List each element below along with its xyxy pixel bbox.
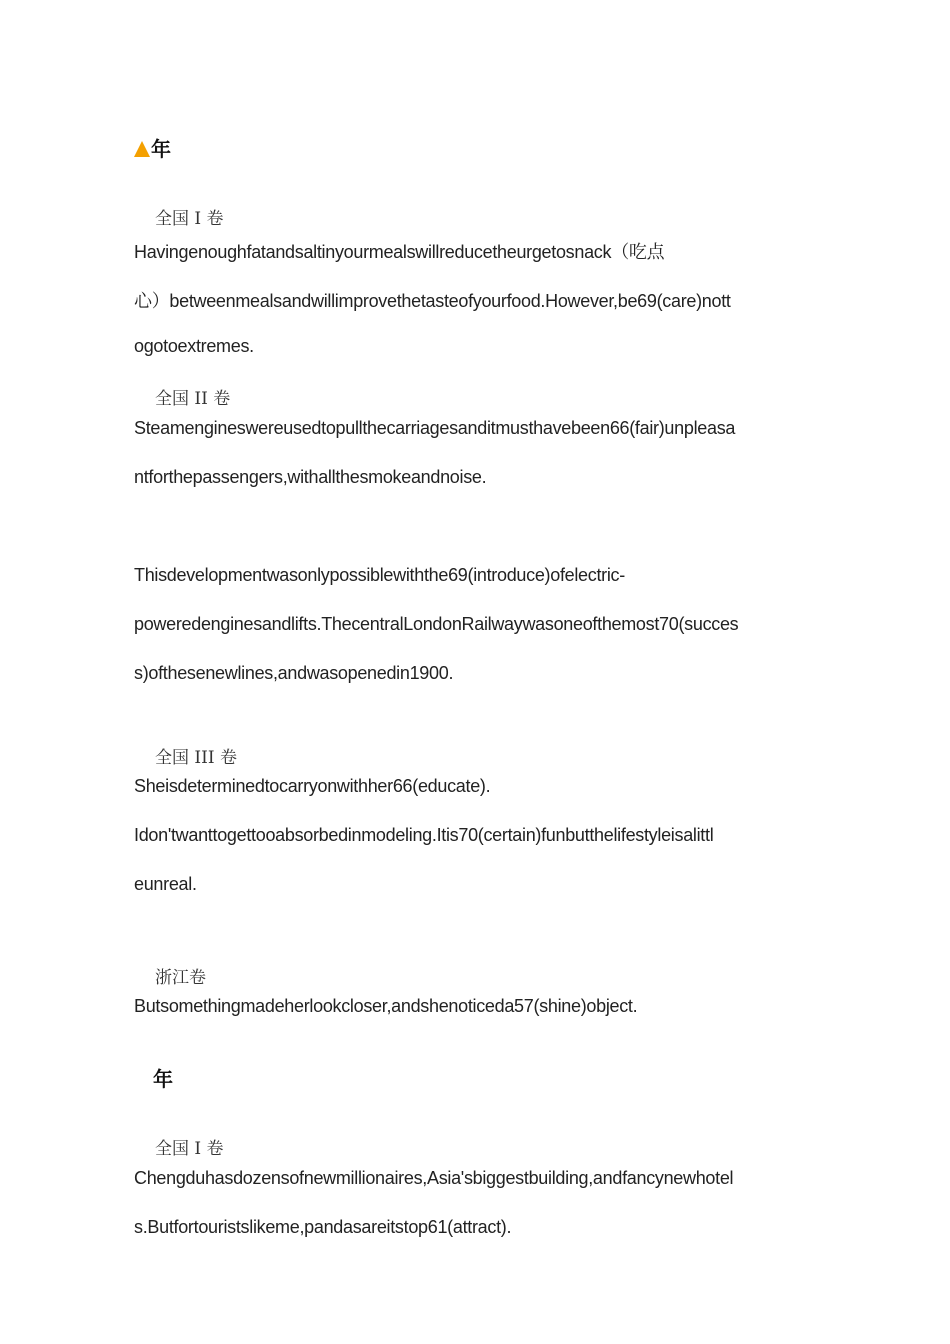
- passage-line: Idon'twanttogettooabsorbedinmodeling.Itis70(certain)funbutthelifestyleisalittl: [134, 825, 714, 845]
- passage-line: ogotoextremes.: [134, 336, 254, 356]
- exam-label-national-1b: 全国 I 卷: [155, 1139, 224, 1159]
- passage-line: Butsomethingmadeherlookcloser,andshenoticeda57(shine)object.: [134, 996, 638, 1016]
- passage-line: s)ofthesenewlines,andwasopenedin1900.: [134, 663, 454, 683]
- passage-line: eunreal.: [134, 874, 197, 894]
- passage-line: Chengduhasdozensofnewmillionaires,Asia'sbiggestbuilding,andfancynewhotel: [134, 1168, 734, 1188]
- section-heading-1: 年: [134, 133, 171, 162]
- section-heading-2: 年: [153, 1067, 173, 1091]
- passage-line: ntforthepassengers,withallthesmokeandnoise.: [134, 467, 487, 487]
- exam-label-national-3: 全国 III 卷: [155, 748, 237, 768]
- warning-triangle-icon: [134, 141, 150, 157]
- passage-line: 心）betweenmealsandwillimprovethetasteofyourfood.However,be69(care)nott: [134, 291, 731, 311]
- passage-line: Sheisdeterminedtocarryonwithher66(educate).: [134, 776, 491, 796]
- exam-label-national-1: 全国 I 卷: [155, 209, 224, 229]
- passage-line: Steamengineswereusedtopullthecarriagesanditmusthavebeen66(fair)unpleasa: [134, 418, 736, 438]
- passage-line: Havingenoughfatandsaltinyourmealswillreducetheurgetosnack（吃点: [134, 242, 665, 262]
- passage-line: poweredenginesandlifts.ThecentralLondonRailwaywasoneofthemost70(succes: [134, 614, 739, 634]
- passage-line: s.Butfortouristslikeme,pandasareitstop61(attract).: [134, 1217, 512, 1237]
- exam-label-zhejiang: 浙江卷: [155, 968, 206, 988]
- passage-line: Thisdevelopmentwasonlypossiblewiththe69(introduce)ofelectric-: [134, 565, 625, 585]
- exam-label-national-2: 全国 II 卷: [155, 389, 231, 409]
